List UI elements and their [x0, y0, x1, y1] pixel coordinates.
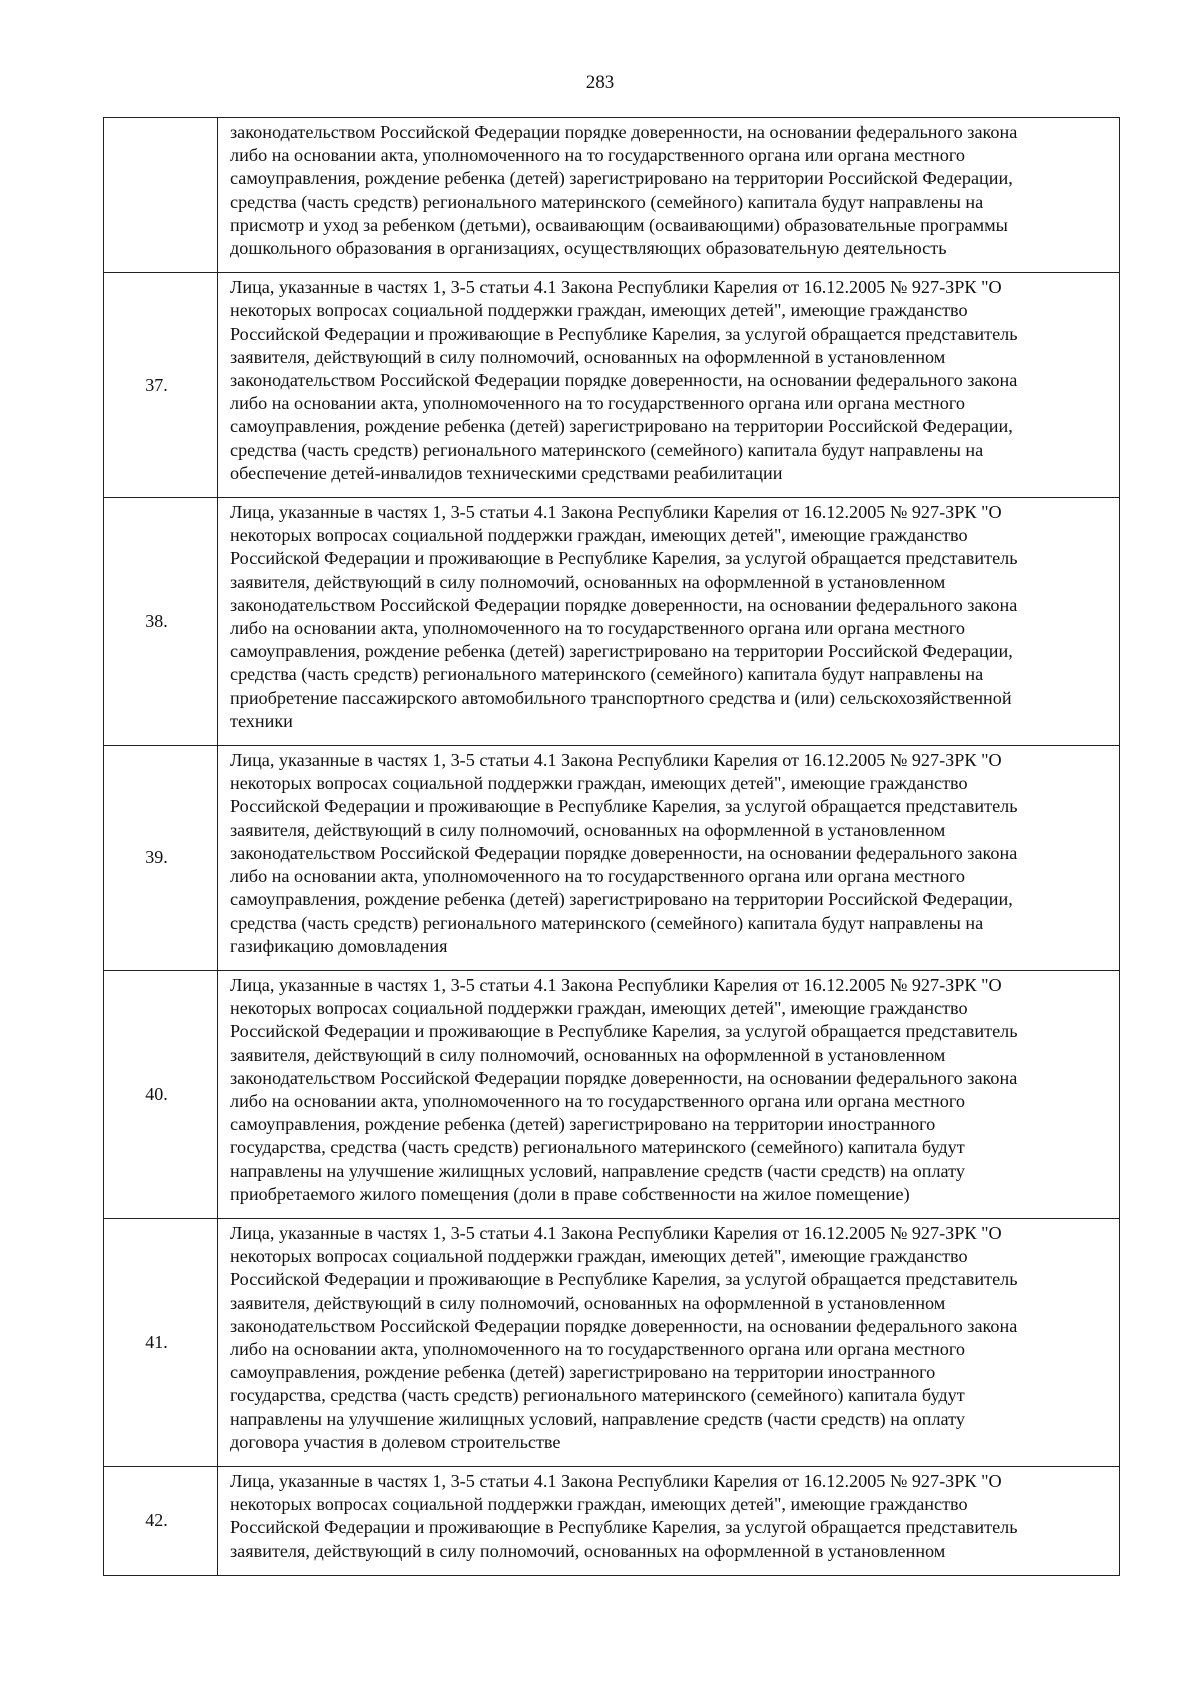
description-line: самоуправления, рождение ребенка (детей) зарегистрировано на территории Российской Федерации,: [230, 168, 1013, 189]
description-line: приобретаемого жилого помещения (доли в праве собственности на жилое помещение): [230, 1183, 910, 1204]
description-line: дошкольного образования в организациях, осуществляющих образовательную деятельность: [230, 238, 947, 259]
description-line: самоуправления, рождение ребенка (детей) зарегистрировано на территории иностранного: [230, 1362, 936, 1383]
description-line: заявителя, действующий в силу полномочий, основанных на оформленной в установленном: [230, 1292, 946, 1313]
description-line: законодательством Российской Федерации порядке доверенности, на основании федерального закона: [230, 842, 1018, 863]
table-row: [104, 118, 1120, 273]
description-line: Российской Федерации и проживающие в Республике Карелия, за услугой обращается представитель: [230, 1517, 1018, 1538]
description-line: некоторых вопросах социальной поддержки граждан, имеющих детей", имеющие гражданство: [230, 300, 968, 321]
description-line: самоуправления, рождение ребенка (детей) зарегистрировано на территории Российской Федерации,: [230, 641, 1013, 662]
description-line: либо на основании акта, уполномоченного на то государственного органа или органа местного: [230, 618, 965, 639]
description-line: средства (часть средств) регионального материнского (семейного) капитала будут направлены на: [230, 912, 984, 933]
description-line: некоторых вопросах социальной поддержки граждан, имеющих детей", имеющие гражданство: [230, 998, 968, 1019]
description-line: самоуправления, рождение ребенка (детей) зарегистрировано на территории иностранного: [230, 1114, 936, 1135]
description-line: Лица, указанные в частях 1, 3-5 статьи 4.1 Закона Республики Карелия от 16.12.2005 № 927-ЗРК "О: [230, 974, 1002, 995]
row-number: 41.: [145, 1331, 168, 1352]
description-line: самоуправления, рождение ребенка (детей) зарегистрировано на территории Российской Федерации,: [230, 889, 1013, 910]
description-line: обеспечение детей-инвалидов техническими средствами реабилитации: [230, 462, 783, 483]
description-line: либо на основании акта, уполномоченного на то государственного органа или органа местного: [230, 393, 965, 414]
description-line: средства (часть средств) регионального материнского (семейного) капитала будут направлены на: [230, 664, 984, 685]
description-line: Лица, указанные в частях 1, 3-5 статьи 4.1 Закона Республики Карелия от 16.12.2005 № 927-ЗРК "О: [230, 277, 1002, 298]
description-line: Российской Федерации и проживающие в Республике Карелия, за услугой обращается представитель: [230, 323, 1018, 344]
row-number-cell: [104, 1466, 218, 1575]
description-line: газификацию домовладения: [230, 935, 448, 956]
row-description: [218, 273, 1119, 497]
description-line: Лица, указанные в частях 1, 3-5 статьи 4.1 Закона Республики Карелия от 16.12.2005 № 927-ЗРК "О: [230, 502, 1002, 523]
row-description-cell: [218, 1466, 1120, 1575]
description-line: заявителя, действующий в силу полномочий, основанных на оформленной в установленном: [230, 571, 946, 592]
description-line: Российской Федерации и проживающие в Республике Карелия, за услугой обращается представитель: [230, 548, 1018, 569]
description-line: самоуправления, рождение ребенка (детей) зарегистрировано на территории Российской Федерации,: [230, 416, 1013, 437]
description-line: средства (часть средств) регионального материнского (семейного) капитала будут направлены на: [230, 191, 984, 212]
row-description-cell: [218, 970, 1120, 1218]
services-table: [103, 117, 1120, 1576]
description-line: государства, средства (часть средств) регионального материнского (семейного) капитала будут: [230, 1385, 965, 1406]
row-number: 39.: [145, 847, 168, 868]
row-description: [218, 746, 1119, 970]
description-line: либо на основании акта, уполномоченного на то государственного органа или органа местного: [230, 1090, 965, 1111]
description-line: Лица, указанные в частях 1, 3-5 статьи 4.1 Закона Республики Карелия от 16.12.2005 № 927-ЗРК "О: [230, 1470, 1002, 1491]
row-number-cell: [104, 273, 218, 498]
row-description-cell: [218, 273, 1120, 498]
page-number: 283: [585, 72, 615, 93]
row-description: [218, 118, 1119, 272]
description-line: заявителя, действующий в силу полномочий, основанных на оформленной в установленном: [230, 346, 946, 367]
row-number: 37.: [145, 374, 168, 395]
row-description-cell: [218, 498, 1120, 746]
description-line: договора участия в долевом строительстве: [230, 1431, 561, 1452]
description-line: направлены на улучшение жилищных условий, направление средств (части средств) на оплату: [230, 1160, 965, 1181]
row-number: 42.: [145, 1510, 168, 1531]
description-line: либо на основании акта, уполномоченного на то государственного органа или органа местного: [230, 145, 965, 166]
table-row: [104, 1466, 1120, 1575]
description-line: направлены на улучшение жилищных условий, направление средств (части средств) на оплату: [230, 1408, 965, 1429]
row-number-cell: [104, 970, 218, 1218]
description-line: государства, средства (часть средств) регионального материнского (семейного) капитала будут: [230, 1137, 965, 1158]
description-line: заявителя, действующий в силу полномочий, основанных на оформленной в установленном: [230, 1044, 946, 1065]
description-line: Лица, указанные в частях 1, 3-5 статьи 4.1 Закона Республики Карелия от 16.12.2005 № 927-ЗРК "О: [230, 750, 1002, 771]
row-number-cell: [104, 498, 218, 746]
description-line: присмотр и уход за ребенком (детьми), осваивающим (осваивающими) образовательные программы: [230, 214, 1008, 235]
description-line: техники: [230, 710, 293, 731]
description-line: заявителя, действующий в силу полномочий, основанных на оформленной в установленном: [230, 1540, 946, 1561]
row-description: [218, 971, 1119, 1218]
row-description: [218, 1219, 1119, 1466]
description-line: средства (часть средств) регионального материнского (семейного) капитала будут направлены на: [230, 439, 984, 460]
description-line: законодательством Российской Федерации порядке доверенности, на основании федерального закона: [230, 1067, 1018, 1088]
table-row: [104, 498, 1120, 746]
description-line: Российской Федерации и проживающие в Республике Карелия, за услугой обращается представитель: [230, 1021, 1018, 1042]
description-line: Лица, указанные в частях 1, 3-5 статьи 4.1 Закона Республики Карелия от 16.12.2005 № 927-ЗРК "О: [230, 1222, 1002, 1243]
description-line: заявителя, действующий в силу полномочий, основанных на оформленной в установленном: [230, 819, 946, 840]
description-line: некоторых вопросах социальной поддержки граждан, имеющих детей", имеющие гражданство: [230, 773, 968, 794]
row-number: 40.: [145, 1083, 168, 1104]
description-line: некоторых вопросах социальной поддержки граждан, имеющих детей", имеющие гражданство: [230, 1246, 968, 1267]
row-description: [218, 498, 1119, 745]
row-number: 38.: [145, 611, 168, 632]
row-number-cell: [104, 746, 218, 971]
row-number-cell: [104, 1218, 218, 1466]
description-line: приобретение пассажирского автомобильного транспортного средства и (или) сельскохозяйственной: [230, 687, 1012, 708]
table-row: [104, 273, 1120, 498]
description-line: либо на основании акта, уполномоченного на то государственного органа или органа местного: [230, 1338, 965, 1359]
row-number-cell: [104, 118, 218, 273]
description-line: либо на основании акта, уполномоченного на то государственного органа или органа местного: [230, 866, 965, 887]
table-row: [104, 746, 1120, 971]
description-line: законодательством Российской Федерации порядке доверенности, на основании федерального закона: [230, 594, 1018, 615]
table-row: [104, 970, 1120, 1218]
description-line: некоторых вопросах социальной поддержки граждан, имеющих детей", имеющие гражданство: [230, 525, 968, 546]
table-body: [104, 118, 1120, 1576]
description-line: законодательством Российской Федерации порядке доверенности, на основании федерального закона: [230, 122, 1018, 142]
row-description-cell: [218, 746, 1120, 971]
description-line: некоторых вопросах социальной поддержки граждан, имеющих детей", имеющие гражданство: [230, 1494, 968, 1515]
description-line: законодательством Российской Федерации порядке доверенности, на основании федерального закона: [230, 370, 1018, 391]
table-row: [104, 1218, 1120, 1466]
row-description: [218, 1467, 1119, 1575]
description-line: Российской Федерации и проживающие в Республике Карелия, за услугой обращается представитель: [230, 1269, 1018, 1290]
row-description-cell: [218, 118, 1120, 273]
description-line: Российской Федерации и проживающие в Республике Карелия, за услугой обращается представитель: [230, 796, 1018, 817]
row-description-cell: [218, 1218, 1120, 1466]
description-line: законодательством Российской Федерации порядке доверенности, на основании федерального закона: [230, 1315, 1018, 1336]
